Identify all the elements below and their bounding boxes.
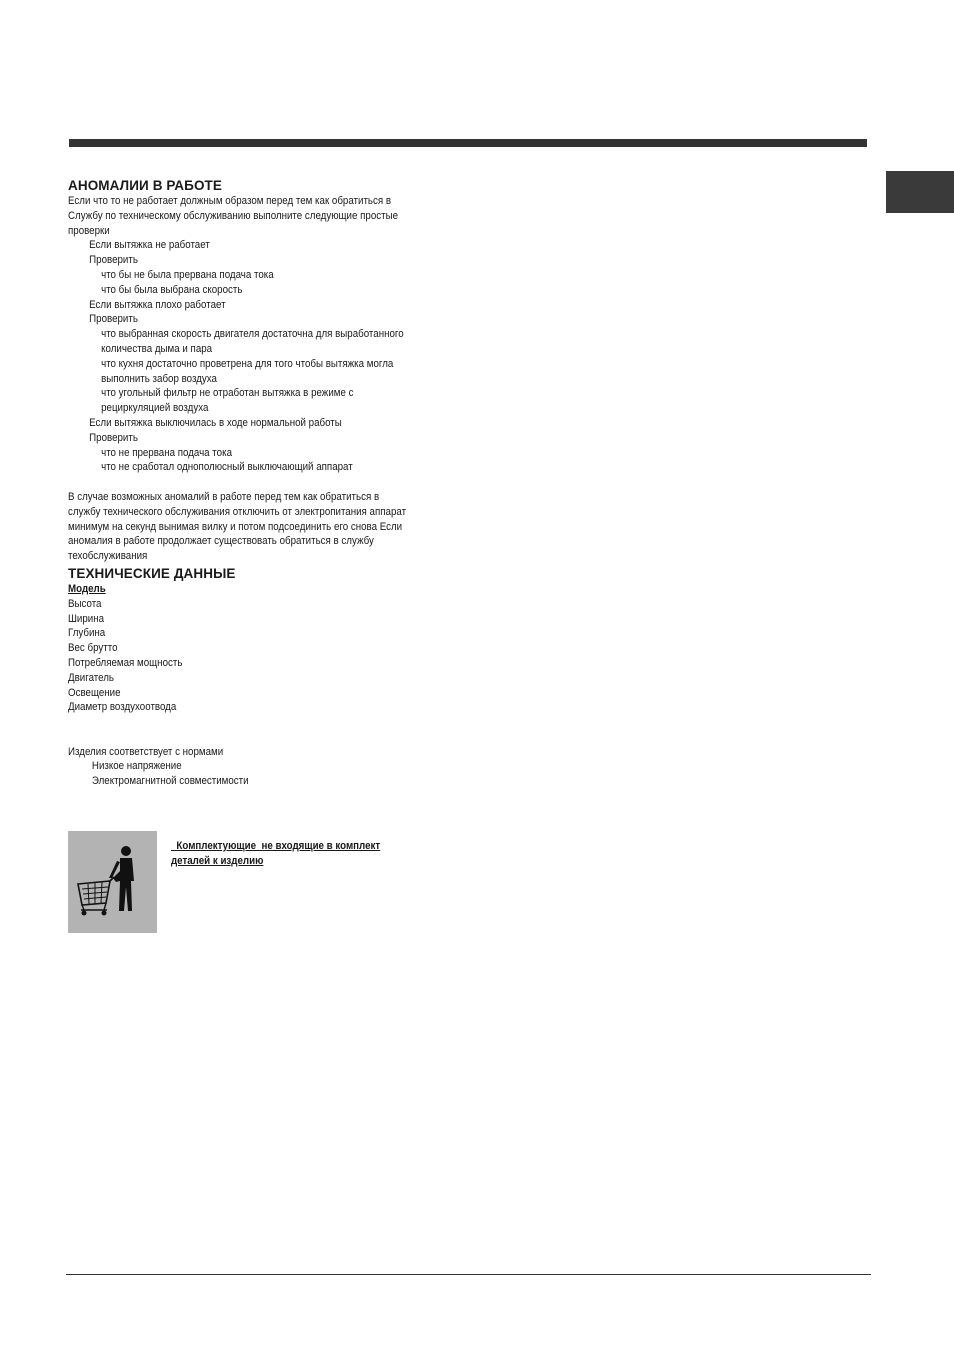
specs-model-row — [68, 582, 436, 597]
note-line: минимум на секунд вынимая вилку и потом подсоединить его снова Если — [68, 520, 403, 533]
spec-row: Двигатель — [68, 671, 114, 684]
norms-title: Изделия соответствует с нормами — [68, 745, 224, 758]
check-item: что угольный фильтр не отработан вытяжка в режиме с — [101, 387, 354, 400]
spacer — [68, 475, 468, 490]
intro-line: проверки — [68, 224, 110, 237]
note-line: техобслуживания — [68, 550, 148, 563]
norm-item: Низкое напряжение — [91, 760, 182, 773]
check-item: что бы была выбрана скорость — [101, 283, 243, 296]
norm-item: Электромагнитной совместимости — [91, 775, 249, 788]
specs-list — [68, 597, 468, 715]
check-item: количества дыма и пара — [101, 342, 213, 355]
intro-line: Службу по техническому обслуживанию выполните следующие простые — [68, 209, 399, 222]
specs-title: ТЕХНИЧЕСКИЕ ДАННЫЕ — [68, 565, 236, 581]
check-item: что не сработал однополюсный выключающий аппарат — [101, 461, 353, 474]
check-heading: Если вытяжка не работает — [89, 239, 210, 252]
spec-row: Диаметр воздухоотвода — [68, 701, 177, 714]
check-item: что бы не была прервана подача тока — [101, 268, 274, 281]
cart-person-illustration — [68, 831, 157, 933]
model-label: Модель — [68, 582, 106, 595]
top-rule — [69, 139, 867, 147]
section-tab — [886, 171, 954, 213]
note-line: В случае возможных аномалий в работе перед тем как обратиться в — [68, 490, 380, 503]
spacer — [68, 715, 468, 730]
spec-row: Глубина — [68, 627, 106, 640]
check-heading: Проверить — [89, 313, 138, 326]
check-item: что выбранная скорость двигателя достаточна для выработанного — [101, 328, 404, 341]
spec-row: Потребляемая мощность — [68, 656, 183, 669]
check-heading: Проверить — [89, 431, 138, 444]
spec-row: Вес брутто — [68, 642, 118, 655]
bottom-rule — [66, 1274, 871, 1275]
spec-row: Высота — [68, 597, 102, 610]
checks-list — [68, 238, 468, 475]
check-item: что кухня достаточно проветрена для того чтобы вытяжка могла — [101, 357, 394, 370]
anomalies-title: АНОМАЛИИ В РАБОТЕ — [68, 178, 223, 193]
anomalies-note — [68, 490, 468, 564]
accessories-line: Комплектующие не входящие в комплект — [171, 840, 381, 852]
content-column — [68, 178, 468, 789]
note-line: аномалия в работе продолжает существовать обратиться в службу — [68, 535, 374, 548]
check-item: выполнить забор воздуха — [101, 372, 217, 385]
spec-row: Освещение — [68, 686, 121, 699]
spacer — [68, 730, 468, 745]
check-item: что не прервана подача тока — [101, 446, 232, 459]
anomalies-intro — [68, 194, 468, 238]
check-item: рециркуляцией воздуха — [101, 402, 209, 415]
check-heading: Проверить — [89, 254, 138, 267]
note-line: службу технического обслуживания отключить от электропитания аппарат — [68, 505, 407, 518]
accessories-note[interactable] — [171, 839, 380, 869]
check-heading: Если вытяжка плохо работает — [89, 298, 226, 311]
check-heading: Если вытяжка выключилась в ходе нормальной работы — [89, 416, 342, 429]
spec-row: Ширина — [68, 612, 105, 625]
shopping-cart-person-icon — [68, 831, 157, 933]
intro-line: Если что то не работает должным образом перед тем как обратиться в — [68, 195, 392, 207]
accessories-line: деталей к изделию — [171, 854, 264, 867]
